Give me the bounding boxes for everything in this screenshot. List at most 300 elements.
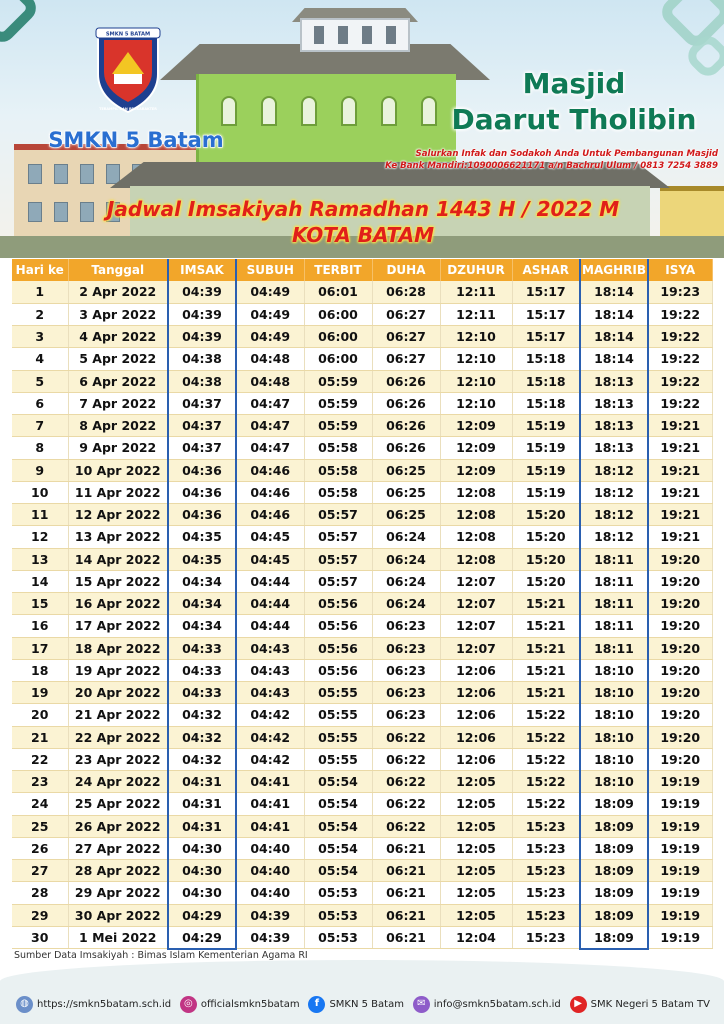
table-cell: 04:34	[168, 570, 236, 592]
table-cell: 06:27	[372, 348, 440, 370]
source-note: Sumber Data Imsakiyah : Bimas Islam Kementerian Agama RI	[14, 950, 308, 961]
table-cell: 12:06	[440, 659, 512, 681]
table-cell: 04:31	[168, 815, 236, 837]
table-row	[12, 303, 712, 325]
table-cell: 10	[12, 481, 68, 503]
table-cell: 06:21	[372, 904, 440, 926]
table-cell: 11 Apr 2022	[68, 481, 168, 503]
table-cell: 04:42	[236, 748, 304, 770]
table-row	[12, 281, 712, 303]
table-cell: 04:37	[168, 392, 236, 414]
table-cell: 06:23	[372, 615, 440, 637]
table-cell: 2 Apr 2022	[68, 281, 168, 303]
table-cell: 18:10	[580, 704, 648, 726]
table-cell: 19:20	[648, 726, 712, 748]
table-cell: 05:53	[304, 926, 372, 948]
table-cell: 18 Apr 2022	[68, 637, 168, 659]
table-cell: 04:31	[168, 771, 236, 793]
table-cell: 22	[12, 748, 68, 770]
table-cell: 19:23	[648, 281, 712, 303]
footer-label: SMKN 5 Batam	[329, 998, 404, 1010]
table-row	[12, 637, 712, 659]
ornament-icon	[0, 0, 42, 48]
table-cell: 06:25	[372, 459, 440, 481]
table-cell: 15:19	[512, 415, 580, 437]
globe-icon: ◍	[16, 996, 33, 1013]
table-cell: 18:11	[580, 570, 648, 592]
table-cell: 18:12	[580, 481, 648, 503]
table-cell: 10 Apr 2022	[68, 459, 168, 481]
table-cell: 7	[12, 415, 68, 437]
table-cell: 18:13	[580, 415, 648, 437]
table-cell: 04:38	[168, 348, 236, 370]
table-cell: 5 Apr 2022	[68, 348, 168, 370]
table-cell: 18:14	[580, 281, 648, 303]
table-cell: 04:39	[168, 303, 236, 325]
table-cell: 04:40	[236, 837, 304, 859]
instagram-icon: ◎	[180, 996, 197, 1013]
table-cell: 3	[12, 326, 68, 348]
table-cell: 04:44	[236, 570, 304, 592]
table-cell: 04:30	[168, 860, 236, 882]
table-cell: 19:22	[648, 326, 712, 348]
table-cell: 12:08	[440, 548, 512, 570]
table-row	[12, 615, 712, 637]
table-cell: 05:57	[304, 570, 372, 592]
table-cell: 29 Apr 2022	[68, 882, 168, 904]
table-cell: 19:22	[648, 348, 712, 370]
table-cell: 30 Apr 2022	[68, 904, 168, 926]
table-cell: 04:45	[236, 548, 304, 570]
column-header: ISYA	[648, 259, 712, 281]
table-cell: 06:23	[372, 682, 440, 704]
table-cell: 05:54	[304, 815, 372, 837]
table-cell: 06:21	[372, 882, 440, 904]
table-cell: 05:58	[304, 459, 372, 481]
table-cell: 16 Apr 2022	[68, 593, 168, 615]
table-row	[12, 415, 712, 437]
table-cell: 12:05	[440, 904, 512, 926]
table-cell: 05:54	[304, 860, 372, 882]
table-cell: 04:49	[236, 281, 304, 303]
footer	[0, 990, 724, 1018]
table-cell: 19:22	[648, 370, 712, 392]
table-cell: 05:59	[304, 415, 372, 437]
table-cell: 18:10	[580, 682, 648, 704]
table-cell: 04:33	[168, 637, 236, 659]
table-cell: 12:10	[440, 348, 512, 370]
table-cell: 18:12	[580, 504, 648, 526]
column-header: Hari ke	[12, 259, 68, 281]
table-cell: 15:22	[512, 793, 580, 815]
table-cell: 04:47	[236, 392, 304, 414]
table-cell: 12:05	[440, 860, 512, 882]
table-cell: 06:22	[372, 748, 440, 770]
masjid-name-line2: Daarut Tholibin	[451, 103, 697, 136]
table-cell: 06:26	[372, 415, 440, 437]
column-header: DUHA	[372, 259, 440, 281]
table-cell: 19:20	[648, 637, 712, 659]
table-row	[12, 704, 712, 726]
table-cell: 27	[12, 860, 68, 882]
table-cell: 28 Apr 2022	[68, 860, 168, 882]
table-cell: 25 Apr 2022	[68, 793, 168, 815]
table-cell: 15:17	[512, 281, 580, 303]
table-row	[12, 726, 712, 748]
table-cell: 12:08	[440, 526, 512, 548]
table-cell: 19:19	[648, 771, 712, 793]
table-cell: 13	[12, 548, 68, 570]
table-cell: 19:21	[648, 504, 712, 526]
table-cell: 04:36	[168, 504, 236, 526]
table-cell: 19:19	[648, 926, 712, 948]
footer-label: info@smkn5batam.sch.id	[433, 998, 561, 1010]
table-cell: 1 Mei 2022	[68, 926, 168, 948]
table-cell: 04:39	[168, 281, 236, 303]
table-cell: 06:24	[372, 548, 440, 570]
table-cell: 05:57	[304, 504, 372, 526]
table-cell: 12 Apr 2022	[68, 504, 168, 526]
table-cell: 15:19	[512, 437, 580, 459]
table-row	[12, 926, 712, 948]
table-row	[12, 882, 712, 904]
table-row	[12, 904, 712, 926]
logo-ribbon-text: SMKN 5 BATAM	[105, 31, 151, 38]
table-cell: 19 Apr 2022	[68, 659, 168, 681]
table-row	[12, 593, 712, 615]
table-cell: 04:37	[168, 437, 236, 459]
table-cell: 04:31	[168, 793, 236, 815]
table-cell: 06:24	[372, 593, 440, 615]
table-cell: 17 Apr 2022	[68, 615, 168, 637]
table-cell: 18:14	[580, 303, 648, 325]
table-header-row	[12, 259, 712, 281]
school-logo-icon	[92, 26, 164, 114]
table-cell: 18:09	[580, 904, 648, 926]
table-row	[12, 481, 712, 503]
table-cell: 14	[12, 570, 68, 592]
table-cell: 19:20	[648, 593, 712, 615]
donation-line2: Ke Bank Mandiri:1090006621171 a/n Bachrul Ulum / 0813 7254 3889	[385, 161, 718, 171]
column-header: MAGHRIB	[580, 259, 648, 281]
table-cell: 19:19	[648, 837, 712, 859]
table-cell: 05:59	[304, 392, 372, 414]
table-cell: 04:37	[168, 415, 236, 437]
table-cell: 06:23	[372, 659, 440, 681]
table-cell: 18:14	[580, 348, 648, 370]
table-cell: 04:42	[236, 726, 304, 748]
masjid-name	[424, 66, 724, 138]
table-cell: 19:21	[648, 526, 712, 548]
table-cell: 04:46	[236, 459, 304, 481]
youtube-icon: ▶	[570, 996, 587, 1013]
table-cell: 16	[12, 615, 68, 637]
table-cell: 15:22	[512, 726, 580, 748]
table-cell: 12:09	[440, 437, 512, 459]
table-cell: 19:20	[648, 748, 712, 770]
table-cell: 19:21	[648, 415, 712, 437]
table-cell: 15:23	[512, 815, 580, 837]
table-cell: 18:09	[580, 882, 648, 904]
column-header: SUBUH	[236, 259, 304, 281]
table-cell: 04:39	[168, 326, 236, 348]
table-cell: 12:04	[440, 926, 512, 948]
table-cell: 15:21	[512, 615, 580, 637]
table-cell: 18:10	[580, 771, 648, 793]
table-cell: 04:49	[236, 326, 304, 348]
table-cell: 06:27	[372, 303, 440, 325]
table-cell: 5	[12, 370, 68, 392]
schedule-table-wrap	[12, 259, 712, 950]
table-cell: 15:20	[512, 504, 580, 526]
table-row	[12, 326, 712, 348]
masjid-name-line1: Masjid	[522, 67, 626, 100]
table-cell: 18:09	[580, 837, 648, 859]
table-row	[12, 815, 712, 837]
table-cell: 13 Apr 2022	[68, 526, 168, 548]
table-cell: 12:09	[440, 415, 512, 437]
table-cell: 4 Apr 2022	[68, 326, 168, 348]
email-icon: ✉	[413, 996, 430, 1013]
table-row	[12, 659, 712, 681]
table-row	[12, 370, 712, 392]
schedule-title-line1: Jadwal Imsakiyah Ramadhan 1443 H / 2022 M	[106, 197, 620, 221]
table-cell: 12:06	[440, 704, 512, 726]
table-cell: 15:22	[512, 704, 580, 726]
footer-item-email[interactable]	[413, 996, 561, 1013]
table-cell: 22 Apr 2022	[68, 726, 168, 748]
table-cell: 18:09	[580, 926, 648, 948]
table-cell: 15:19	[512, 481, 580, 503]
table-cell: 18:10	[580, 726, 648, 748]
table-row	[12, 526, 712, 548]
table-cell: 06:23	[372, 704, 440, 726]
table-cell: 15:20	[512, 526, 580, 548]
table-row	[12, 437, 712, 459]
table-cell: 04:40	[236, 860, 304, 882]
table-cell: 19:21	[648, 459, 712, 481]
table-cell: 04:44	[236, 593, 304, 615]
facebook-icon: f	[308, 996, 325, 1013]
table-cell: 04:32	[168, 704, 236, 726]
table-row	[12, 837, 712, 859]
table-cell: 18:11	[580, 548, 648, 570]
footer-item-youtube[interactable]	[570, 996, 710, 1013]
table-cell: 05:56	[304, 593, 372, 615]
table-cell: 15:21	[512, 637, 580, 659]
table-cell: 04:43	[236, 659, 304, 681]
table-cell: 6 Apr 2022	[68, 370, 168, 392]
table-row	[12, 504, 712, 526]
table-cell: 06:21	[372, 837, 440, 859]
table-cell: 04:41	[236, 815, 304, 837]
column-header: Tanggal	[68, 259, 168, 281]
schedule-title-line2: KOTA BATAM	[291, 223, 435, 247]
table-cell: 05:53	[304, 882, 372, 904]
table-cell: 12:05	[440, 882, 512, 904]
table-cell: 06:26	[372, 392, 440, 414]
table-cell: 12:07	[440, 593, 512, 615]
table-row	[12, 860, 712, 882]
table-cell: 19:20	[648, 704, 712, 726]
table-cell: 04:34	[168, 593, 236, 615]
table-cell: 06:00	[304, 348, 372, 370]
table-cell: 15:17	[512, 326, 580, 348]
table-cell: 12:09	[440, 459, 512, 481]
table-cell: 06:23	[372, 637, 440, 659]
table-cell: 20 Apr 2022	[68, 682, 168, 704]
table-cell: 18:10	[580, 748, 648, 770]
table-cell: 18:09	[580, 860, 648, 882]
table-cell: 15 Apr 2022	[68, 570, 168, 592]
table-cell: 04:36	[168, 481, 236, 503]
table-cell: 26	[12, 837, 68, 859]
table-cell: 15:18	[512, 348, 580, 370]
table-cell: 12:08	[440, 481, 512, 503]
table-body	[12, 281, 712, 949]
table-cell: 18:11	[580, 593, 648, 615]
table-cell: 05:58	[304, 481, 372, 503]
table-cell: 9 Apr 2022	[68, 437, 168, 459]
table-cell: 18	[12, 659, 68, 681]
table-cell: 15:22	[512, 748, 580, 770]
table-cell: 14 Apr 2022	[68, 548, 168, 570]
table-cell: 15:21	[512, 659, 580, 681]
table-row	[12, 793, 712, 815]
footer-label: https://smkn5batam.sch.id	[37, 998, 172, 1010]
table-cell: 27 Apr 2022	[68, 837, 168, 859]
table-cell: 05:55	[304, 726, 372, 748]
table-cell: 19:19	[648, 882, 712, 904]
table-cell: 21	[12, 726, 68, 748]
table-cell: 04:48	[236, 348, 304, 370]
table-cell: 8 Apr 2022	[68, 415, 168, 437]
table-row	[12, 548, 712, 570]
table-cell: 18:13	[580, 437, 648, 459]
table-cell: 04:33	[168, 659, 236, 681]
schedule-table	[12, 259, 713, 950]
table-cell: 29	[12, 904, 68, 926]
table-cell: 12:05	[440, 837, 512, 859]
table-cell: 05:59	[304, 370, 372, 392]
footer-item-instagram[interactable]	[180, 996, 300, 1013]
table-cell: 20	[12, 704, 68, 726]
hero-banner	[0, 0, 724, 258]
table-cell: 19:20	[648, 615, 712, 637]
table-cell: 15:17	[512, 303, 580, 325]
table-cell: 15:23	[512, 926, 580, 948]
footer-item-facebook[interactable]	[308, 996, 404, 1013]
table-cell: 19:19	[648, 860, 712, 882]
table-cell: 04:29	[168, 926, 236, 948]
table-cell: 18:10	[580, 659, 648, 681]
table-cell: 06:01	[304, 281, 372, 303]
table-cell: 15:21	[512, 593, 580, 615]
table-cell: 15:21	[512, 682, 580, 704]
table-cell: 15:20	[512, 570, 580, 592]
table-cell: 6	[12, 392, 68, 414]
table-cell: 26 Apr 2022	[68, 815, 168, 837]
table-cell: 30	[12, 926, 68, 948]
table-cell: 15:19	[512, 459, 580, 481]
table-cell: 19:20	[648, 682, 712, 704]
table-cell: 06:26	[372, 437, 440, 459]
column-header: IMSAK	[168, 259, 236, 281]
table-cell: 15:23	[512, 837, 580, 859]
table-cell: 04:38	[168, 370, 236, 392]
table-cell: 18:11	[580, 637, 648, 659]
school-name: SMKN 5 Batam	[48, 128, 224, 152]
table-cell: 18:13	[580, 392, 648, 414]
table-cell: 25	[12, 815, 68, 837]
table-cell: 7 Apr 2022	[68, 392, 168, 414]
table-cell: 06:21	[372, 926, 440, 948]
table-cell: 11	[12, 504, 68, 526]
table-cell: 3 Apr 2022	[68, 303, 168, 325]
table-cell: 06:00	[304, 326, 372, 348]
table-cell: 18:12	[580, 526, 648, 548]
table-row	[12, 682, 712, 704]
table-cell: 19:20	[648, 570, 712, 592]
schedule-title	[40, 196, 686, 248]
table-cell: 06:22	[372, 726, 440, 748]
table-cell: 18:14	[580, 326, 648, 348]
table-cell: 06:22	[372, 771, 440, 793]
table-cell: 19:22	[648, 392, 712, 414]
table-cell: 12:11	[440, 303, 512, 325]
table-cell: 04:39	[236, 904, 304, 926]
table-cell: 04:34	[168, 615, 236, 637]
table-cell: 06:22	[372, 793, 440, 815]
table-cell: 19:20	[648, 659, 712, 681]
table-cell: 06:21	[372, 860, 440, 882]
table-cell: 04:32	[168, 748, 236, 770]
footer-item-globe[interactable]	[16, 996, 171, 1013]
table-cell: 12:06	[440, 726, 512, 748]
table-cell: 15:23	[512, 882, 580, 904]
table-cell: 2	[12, 303, 68, 325]
table-cell: 05:56	[304, 659, 372, 681]
table-cell: 04:44	[236, 615, 304, 637]
table-cell: 04:35	[168, 548, 236, 570]
donation-line1: Salurkan Infak dan Sodakoh Anda Untuk Pembangunan Masjid	[415, 149, 718, 159]
table-cell: 15:22	[512, 771, 580, 793]
table-row	[12, 748, 712, 770]
table-cell: 18:12	[580, 459, 648, 481]
table-cell: 04:46	[236, 504, 304, 526]
table-cell: 05:57	[304, 526, 372, 548]
table-cell: 24 Apr 2022	[68, 771, 168, 793]
table-cell: 04:30	[168, 882, 236, 904]
table-cell: 19:19	[648, 793, 712, 815]
table-cell: 19:19	[648, 904, 712, 926]
logo-motto-text: TERAMPIL DAN BERKARAKTER	[99, 107, 157, 111]
table-cell: 06:28	[372, 281, 440, 303]
table-cell: 15:18	[512, 392, 580, 414]
table-cell: 06:26	[372, 370, 440, 392]
table-cell: 04:43	[236, 682, 304, 704]
table-cell: 12:07	[440, 637, 512, 659]
table-cell: 05:55	[304, 748, 372, 770]
table-cell: 12:11	[440, 281, 512, 303]
table-cell: 04:46	[236, 481, 304, 503]
table-cell: 04:40	[236, 882, 304, 904]
table-cell: 04:42	[236, 704, 304, 726]
table-cell: 19:20	[648, 548, 712, 570]
table-cell: 9	[12, 459, 68, 481]
table-cell: 12:05	[440, 771, 512, 793]
table-cell: 12:07	[440, 570, 512, 592]
